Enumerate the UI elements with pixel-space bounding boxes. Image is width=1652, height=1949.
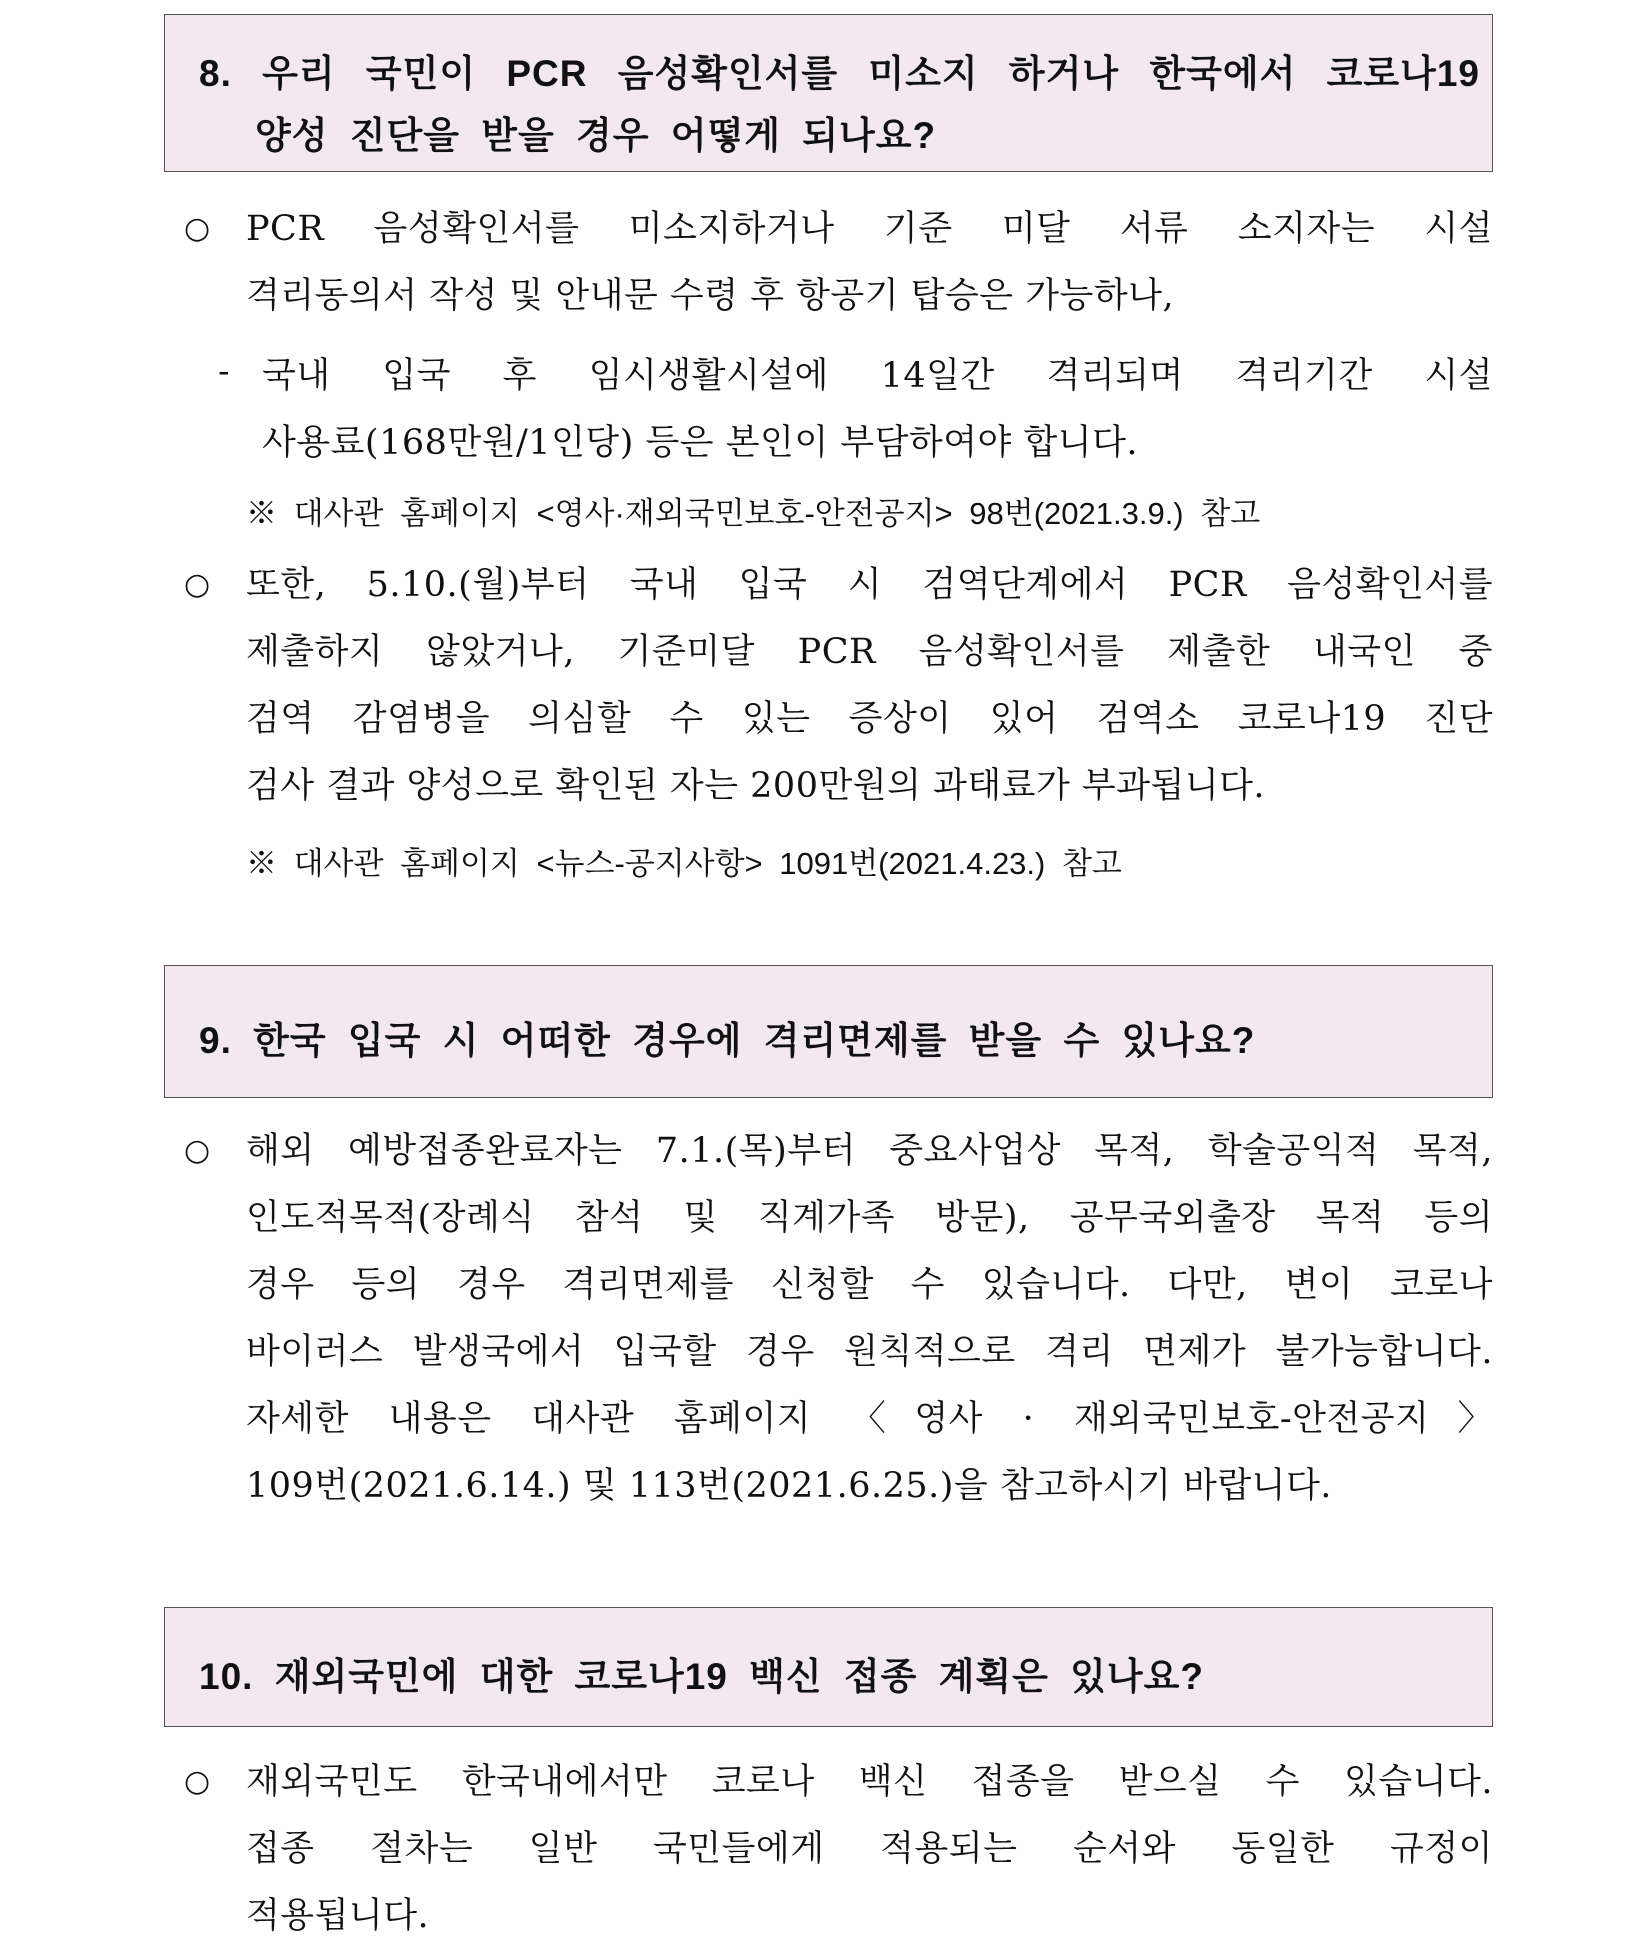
q8-sub1-line-2: 사용료(168만원/1인당) 등은 본인이 부담하여야 합니다. — [262, 423, 1139, 463]
question-10-heading-box — [164, 1607, 1493, 1727]
q8-bullet1-line-2: 격리동의서 작성 및 안내문 수령 후 항공기 탑승은 가능하나, — [246, 276, 1175, 316]
q8-bullet2-line-2: 제출하지 않았거나, 기준미달 PCR 음성확인서를 제출한 내국인 중 — [246, 632, 1493, 672]
question-8-heading-box — [164, 14, 1493, 172]
q9-bullet1-line-4: 바이러스 발생국에서 입국할 경우 원칙적으로 격리 면제가 불가능합니다. — [246, 1332, 1493, 1372]
question-8-title-line-2: 양성 진단을 받을 경우 어떻게 되나요? — [255, 115, 937, 156]
q10-bullet1-line-3: 적용됩니다. — [246, 1896, 430, 1936]
q9-bullet1-line-6: 109번(2021.6.14.) 및 113번(2021.6.25.)을 참고하시기 바랍니다. — [246, 1466, 1332, 1506]
q8-bullet2-line-4: 검사 결과 양성으로 확인된 자는 200만원의 과태료가 부과됩니다. — [246, 766, 1266, 806]
bullet-circle-icon: ○ — [184, 211, 211, 246]
q9-bullet1-line-5: 자세한 내용은 대사관 홈페이지 〈영사 · 재외국민보호-안전공지〉 — [246, 1399, 1493, 1439]
dash-icon: - — [218, 352, 230, 390]
question-10-title: 10. 재외국민에 대한 코로나19 백신 접종 계획은 있나요? — [199, 1656, 1204, 1697]
q8-bullet1-line-1: PCR 음성확인서를 미소지하거나 기준 미달 서류 소지자는 시설 — [246, 209, 1493, 249]
q8-bullet2-line-1: 또한, 5.10.(월)부터 국내 입국 시 검역단계에서 PCR 음성확인서를 — [246, 565, 1493, 605]
q8-note-1: ※ 대사관 홈페이지 <영사·재외국민보호-안전공지> 98번(2021.3.9.) 참고 — [246, 496, 1261, 531]
q9-bullet1-line-3: 경우 등의 경우 격리면제를 신청할 수 있습니다. 다만, 변이 코로나 — [246, 1265, 1493, 1305]
bullet-circle-icon: ○ — [184, 1133, 211, 1168]
q9-bullet1-line-1: 해외 예방접종완료자는 7.1.(목)부터 중요사업상 목적, 학술공익적 목적, — [246, 1131, 1493, 1171]
q8-bullet2-line-3: 검역 감염병을 의심할 수 있는 증상이 있어 검역소 코로나19 진단 — [246, 699, 1493, 739]
q8-note-2: ※ 대사관 홈페이지 <뉴스-공지사항> 1091번(2021.4.23.) 참고 — [246, 846, 1122, 881]
question-9-heading-box — [164, 965, 1493, 1098]
question-8-title-line-1: 8. 우리 국민이 PCR 음성확인서를 미소지 하거나 한국에서 코로나19 — [199, 53, 1480, 94]
q8-sub1-line-1: 국내 입국 후 임시생활시설에 14일간 격리되며 격리기간 시설 — [262, 356, 1493, 396]
bullet-circle-icon: ○ — [184, 1764, 211, 1799]
q10-bullet1-line-1: 재외국민도 한국내에서만 코로나 백신 접종을 받으실 수 있습니다. — [246, 1762, 1493, 1802]
bullet-circle-icon: ○ — [184, 567, 211, 602]
q10-bullet1-line-2: 접종 절차는 일반 국민들에게 적용되는 순서와 동일한 규정이 — [246, 1829, 1493, 1869]
question-9-title: 9. 한국 입국 시 어떠한 경우에 격리면제를 받을 수 있나요? — [199, 1020, 1256, 1061]
q9-bullet1-line-2: 인도적목적(장례식 참석 및 직계가족 방문), 공무국외출장 목적 등의 — [246, 1198, 1493, 1238]
